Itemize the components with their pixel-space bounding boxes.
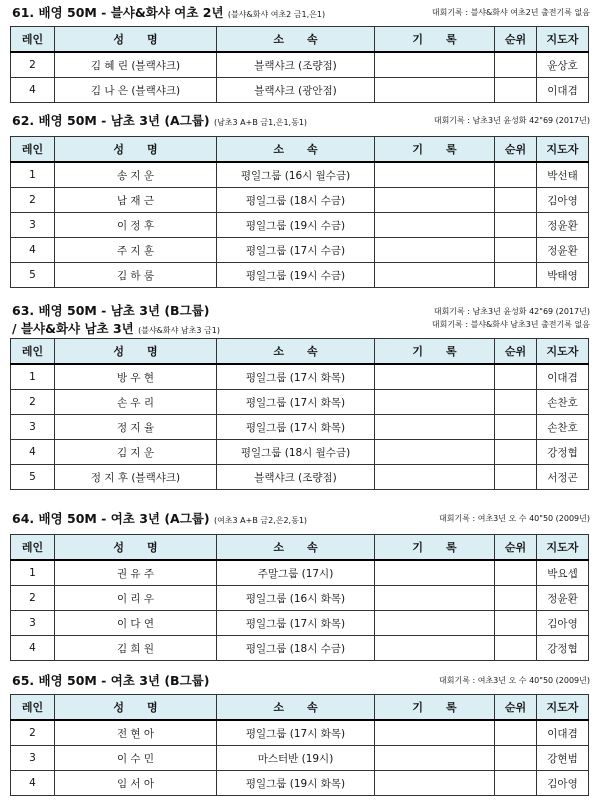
table-row xyxy=(11,440,589,465)
record-cell xyxy=(375,390,495,415)
table-header-row xyxy=(11,695,589,721)
swimmer-name-cell: 이 정 후 xyxy=(55,213,217,238)
results-table xyxy=(10,136,589,288)
record-cell xyxy=(375,560,495,586)
table-row xyxy=(11,213,589,238)
record-cell xyxy=(375,720,495,746)
header-rank: 순위 xyxy=(495,137,537,163)
header-coach: 지도자 xyxy=(537,535,589,561)
coach-cell: 이대겸 xyxy=(537,364,589,390)
event-subtitle: (블샤&화샤 남초3 금1) xyxy=(138,326,220,335)
coach-cell: 김아영 xyxy=(537,611,589,636)
swimmer-name-cell: 권 유 주 xyxy=(55,560,217,586)
swimmer-name-cell: 이 리 우 xyxy=(55,586,217,611)
team-cell: 평일그룹 (19시 수금) xyxy=(217,263,375,288)
header-coach: 지도자 xyxy=(537,695,589,721)
header-team: 소 속 xyxy=(217,27,375,53)
table-row xyxy=(11,465,589,490)
table-row xyxy=(11,746,589,771)
event-title-text: 62. 배영 50M - 남초 3년 (A그룹) xyxy=(12,113,214,128)
event-title-text: 65. 배영 50M - 여초 3년 (B그룹) xyxy=(12,673,210,688)
lane-cell: 1 xyxy=(11,364,55,390)
lane-cell: 4 xyxy=(11,78,55,103)
record-cell xyxy=(375,238,495,263)
rank-cell xyxy=(495,52,537,78)
table-row xyxy=(11,611,589,636)
swimmer-name-cell: 송 지 운 xyxy=(55,162,217,188)
team-cell: 평일그룹 (18시 수금) xyxy=(217,636,375,661)
swimmer-name-cell: 남 재 근 xyxy=(55,188,217,213)
swimmer-name-cell: 이 수 민 xyxy=(55,746,217,771)
results-table xyxy=(10,338,589,490)
coach-cell: 손찬호 xyxy=(537,390,589,415)
rank-cell xyxy=(495,263,537,288)
rank-cell xyxy=(495,440,537,465)
rank-cell xyxy=(495,771,537,796)
meet-record: 대회기록 : 여초3년 오 수 40"50 (2009년) xyxy=(439,514,590,523)
header-record: 기 록 xyxy=(375,137,495,163)
record-cell xyxy=(375,771,495,796)
record-cell xyxy=(375,263,495,288)
coach-cell: 박요셉 xyxy=(537,560,589,586)
swimmer-name-cell: 정 지 율 xyxy=(55,415,217,440)
team-cell: 주말그룹 (17시) xyxy=(217,560,375,586)
event-title xyxy=(12,111,307,129)
table-row xyxy=(11,263,589,288)
rank-cell xyxy=(495,746,537,771)
coach-cell: 강현범 xyxy=(537,746,589,771)
lane-cell: 1 xyxy=(11,560,55,586)
record-cell xyxy=(375,364,495,390)
table-row xyxy=(11,364,589,390)
header-coach: 지도자 xyxy=(537,27,589,53)
rank-cell xyxy=(495,611,537,636)
swimmer-name-cell: 전 현 아 xyxy=(55,720,217,746)
record-cell xyxy=(375,213,495,238)
lane-cell: 3 xyxy=(11,746,55,771)
record-cell xyxy=(375,415,495,440)
swimmer-name-cell: 김 나 은 (블랙샤크) xyxy=(55,78,217,103)
lane-cell: 2 xyxy=(11,390,55,415)
team-cell: 블랙샤크 (조량점) xyxy=(217,52,375,78)
meet-record: 대회기록 : 블샤&화샤 여초2년 출전기록 없음 xyxy=(431,8,590,17)
event-title xyxy=(12,671,209,689)
header-rank: 순위 xyxy=(495,695,537,721)
table-row xyxy=(11,162,589,188)
coach-cell: 손찬호 xyxy=(537,415,589,440)
rank-cell xyxy=(495,162,537,188)
table-row xyxy=(11,78,589,103)
header-record: 기 록 xyxy=(375,339,495,365)
table-row xyxy=(11,238,589,263)
lane-cell: 5 xyxy=(11,263,55,288)
header-lane: 레인 xyxy=(11,137,55,163)
table-header-row xyxy=(11,339,589,365)
event-subtitle: (남초3 A+B 금1,은1,동1) xyxy=(213,118,308,127)
lane-cell: 3 xyxy=(11,611,55,636)
rank-cell xyxy=(495,188,537,213)
lane-cell: 1 xyxy=(11,162,55,188)
event-title xyxy=(12,3,325,21)
coach-cell: 박태영 xyxy=(537,263,589,288)
event-title xyxy=(12,301,209,319)
event-title-line2-text: / 블샤&화샤 남초 3년 xyxy=(12,321,139,336)
rank-cell xyxy=(495,415,537,440)
lane-cell: 5 xyxy=(11,465,55,490)
record-cell xyxy=(375,636,495,661)
rank-cell xyxy=(495,465,537,490)
coach-cell: 이대겸 xyxy=(537,720,589,746)
swimmer-name-cell: 임 서 아 xyxy=(55,771,217,796)
rank-cell xyxy=(495,560,537,586)
header-lane: 레인 xyxy=(11,535,55,561)
meet-record: 대회기록 : 남초3년 윤성화 42"69 (2017년) xyxy=(433,116,590,125)
header-lane: 레인 xyxy=(11,695,55,721)
team-cell: 평일그룹 (19시 화목) xyxy=(217,771,375,796)
coach-cell: 윤상호 xyxy=(537,52,589,78)
header-lane: 레인 xyxy=(11,27,55,53)
record-cell xyxy=(375,465,495,490)
meet-record: 대회기록 : 여초3년 오 수 40"50 (2009년) xyxy=(439,676,590,685)
record-cell xyxy=(375,586,495,611)
swimmer-name-cell: 주 지 훈 xyxy=(55,238,217,263)
swimmer-name-cell: 김 혜 린 (블랙샤크) xyxy=(55,52,217,78)
event-title xyxy=(12,509,307,527)
header-record: 기 록 xyxy=(375,27,495,53)
record-cell xyxy=(375,611,495,636)
meet-record: 대회기록 : 블샤&화샤 남초3년 출전기록 없음 xyxy=(431,320,590,329)
lane-cell: 4 xyxy=(11,440,55,465)
table-row xyxy=(11,390,589,415)
header-name: 성 명 xyxy=(55,339,217,365)
rank-cell xyxy=(495,364,537,390)
team-cell: 블랙샤크 (조량점) xyxy=(217,465,375,490)
header-rank: 순위 xyxy=(495,339,537,365)
results-table xyxy=(10,26,589,103)
lane-cell: 4 xyxy=(11,771,55,796)
coach-cell: 이대겸 xyxy=(537,78,589,103)
coach-cell: 김아영 xyxy=(537,188,589,213)
lane-cell: 2 xyxy=(11,720,55,746)
lane-cell: 2 xyxy=(11,586,55,611)
table-row xyxy=(11,52,589,78)
header-name: 성 명 xyxy=(55,695,217,721)
swimmer-name-cell: 김 하 룸 xyxy=(55,263,217,288)
header-rank: 순위 xyxy=(495,535,537,561)
table-row xyxy=(11,720,589,746)
record-cell xyxy=(375,440,495,465)
event-title-text: 64. 배영 50M - 여초 3년 (A그룹) xyxy=(12,511,214,526)
lane-cell: 3 xyxy=(11,415,55,440)
record-cell xyxy=(375,78,495,103)
team-cell: 평일그룹 (16시 월수금) xyxy=(217,162,375,188)
event-subtitle: (여초3 A+B 금2,은2,동1) xyxy=(213,516,308,525)
header-coach: 지도자 xyxy=(537,137,589,163)
header-rank: 순위 xyxy=(495,27,537,53)
swimmer-name-cell: 정 지 후 (블랙샤크) xyxy=(55,465,217,490)
coach-cell: 정윤환 xyxy=(537,586,589,611)
table-header-row xyxy=(11,535,589,561)
table-row xyxy=(11,560,589,586)
record-cell xyxy=(375,162,495,188)
header-team: 소 속 xyxy=(217,137,375,163)
header-name: 성 명 xyxy=(55,535,217,561)
record-cell xyxy=(375,746,495,771)
lane-cell: 3 xyxy=(11,213,55,238)
event-title-line2 xyxy=(12,319,220,337)
header-team: 소 속 xyxy=(217,695,375,721)
header-team: 소 속 xyxy=(217,339,375,365)
rank-cell xyxy=(495,78,537,103)
rank-cell xyxy=(495,213,537,238)
team-cell: 평일그룹 (17시 화목) xyxy=(217,415,375,440)
team-cell: 블랙샤크 (광안점) xyxy=(217,78,375,103)
header-team: 소 속 xyxy=(217,535,375,561)
table-header-row xyxy=(11,137,589,163)
coach-cell: 정윤환 xyxy=(537,213,589,238)
team-cell: 평일그룹 (17시 화목) xyxy=(217,611,375,636)
lane-cell: 2 xyxy=(11,188,55,213)
event-subtitle: (블샤&화샤 여초2 금1,은1) xyxy=(227,10,326,19)
table-row xyxy=(11,188,589,213)
header-record: 기 록 xyxy=(375,535,495,561)
lane-cell: 2 xyxy=(11,52,55,78)
lane-cell: 4 xyxy=(11,636,55,661)
swimmer-name-cell: 방 우 현 xyxy=(55,364,217,390)
coach-cell: 서정곤 xyxy=(537,465,589,490)
header-record: 기 록 xyxy=(375,695,495,721)
coach-cell: 김아영 xyxy=(537,771,589,796)
rank-cell xyxy=(495,586,537,611)
team-cell: 평일그룹 (17시 화목) xyxy=(217,720,375,746)
coach-cell: 박선태 xyxy=(537,162,589,188)
team-cell: 평일그룹 (16시 화목) xyxy=(217,586,375,611)
lane-cell: 4 xyxy=(11,238,55,263)
event-title-text: 61. 배영 50M - 블샤&화샤 여초 2년 xyxy=(12,5,228,20)
rank-cell xyxy=(495,390,537,415)
rank-cell xyxy=(495,720,537,746)
coach-cell: 강정협 xyxy=(537,636,589,661)
table-row xyxy=(11,636,589,661)
record-cell xyxy=(375,52,495,78)
results-table xyxy=(10,694,589,796)
header-name: 성 명 xyxy=(55,137,217,163)
rank-cell xyxy=(495,238,537,263)
coach-cell: 정윤환 xyxy=(537,238,589,263)
team-cell: 마스터반 (19시) xyxy=(217,746,375,771)
swimmer-name-cell: 이 다 연 xyxy=(55,611,217,636)
coach-cell: 강정협 xyxy=(537,440,589,465)
table-header-row xyxy=(11,27,589,53)
table-row xyxy=(11,586,589,611)
swimmer-name-cell: 손 우 리 xyxy=(55,390,217,415)
team-cell: 평일그룹 (18시 수금) xyxy=(217,188,375,213)
event-title-text: 63. 배영 50M - 남초 3년 (B그룹) xyxy=(12,303,210,318)
header-coach: 지도자 xyxy=(537,339,589,365)
team-cell: 평일그룹 (17시 수금) xyxy=(217,238,375,263)
results-table xyxy=(10,534,589,661)
team-cell: 평일그룹 (18시 월수금) xyxy=(217,440,375,465)
header-lane: 레인 xyxy=(11,339,55,365)
swimmer-name-cell: 김 지 운 xyxy=(55,440,217,465)
team-cell: 평일그룹 (17시 화목) xyxy=(217,364,375,390)
team-cell: 평일그룹 (19시 수금) xyxy=(217,213,375,238)
swimmer-name-cell: 김 희 원 xyxy=(55,636,217,661)
header-name: 성 명 xyxy=(55,27,217,53)
table-row xyxy=(11,415,589,440)
record-cell xyxy=(375,188,495,213)
meet-record: 대회기록 : 남초3년 윤성화 42"69 (2017년) xyxy=(433,307,590,316)
rank-cell xyxy=(495,636,537,661)
team-cell: 평일그룹 (17시 화목) xyxy=(217,390,375,415)
table-row xyxy=(11,771,589,796)
